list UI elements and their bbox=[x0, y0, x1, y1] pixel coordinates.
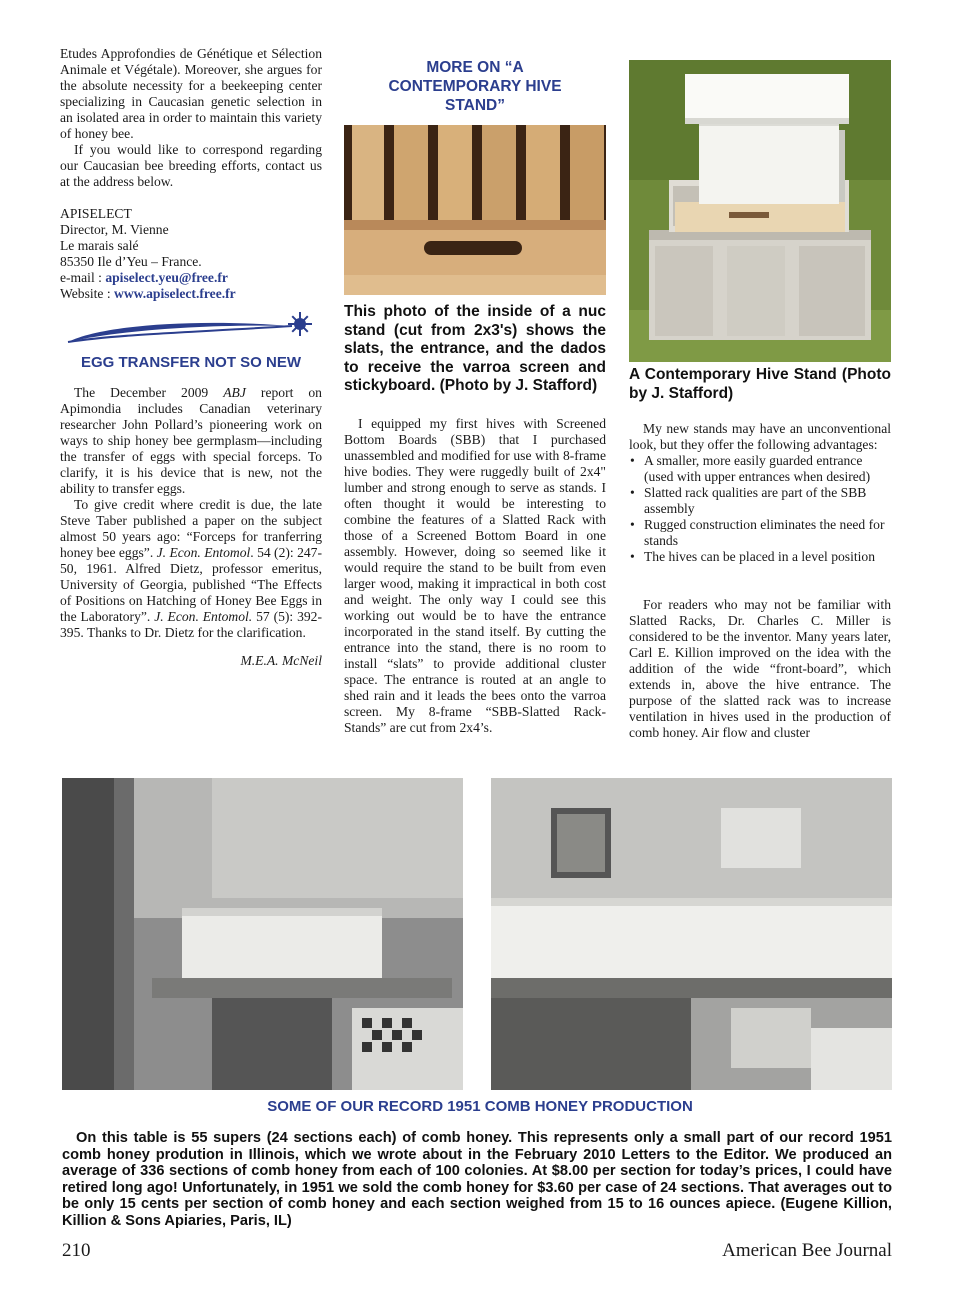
intro-paragraph: Etudes Approfondies de Génétique et Sélection Animale et Végétale). Moreover, she argues for the absolute necessity for a beekeeping center specializing in Caucasian genetic selection in an isolated area in order to maintain this variety of honey bee. bbox=[60, 46, 322, 141]
record-production-caption: On this table is 55 supers (24 sections each) of comb honey. This represents only a small part of our record 1951 comb honey prodution in Illinois, which we wrote about in the February 2010 Letters to the Editor. We produced an average of 336 sections of comb honey from each of 100 colonies. At $8.00 per section for today’s prices, I could have retired long ago! Unfortunately, in 1951 we sold the comb honey for $3.60 per case of 24 sections. That averages out to be only 15 cents per section of comb honey and each section weighed from 15 to 16 ounces apiece. (Eugene Killion, Killion & Sons Apiaries, Paris, IL) bbox=[62, 1130, 892, 1229]
hive-stand-heading: MORE ON “A CONTEMPORARY HIVE STAND” bbox=[388, 59, 562, 114]
column-left bbox=[60, 46, 322, 669]
egg-p1-text-a: The December 2009 bbox=[74, 385, 224, 400]
email-link[interactable]: apiselect.yeu@free.fr bbox=[105, 270, 228, 285]
email-line bbox=[60, 270, 322, 286]
hive-stand-photo bbox=[629, 60, 891, 362]
website-line bbox=[60, 286, 322, 302]
page-number: 210 bbox=[62, 1240, 91, 1261]
advantage-item: • Slatted rack qualities are part of the SBB assembly bbox=[629, 485, 891, 517]
honey-room-image-left bbox=[62, 778, 463, 1090]
advantage-item: • The hives can be placed in a level position bbox=[629, 549, 891, 565]
honey-table-photo-left bbox=[62, 778, 463, 1090]
egg-p2-journal-2: J. Econ. Entomol. bbox=[154, 609, 253, 624]
honey-room-image-right bbox=[491, 778, 892, 1090]
egg-p1-text-b: report on Apimondia includes Canadian veterinary researcher John Pollard’s pioneering work on ways to ship honey bee germplasm—including the transfer of eggs with special forceps. To clarify, it is his device that is new, not the ability to transfer eggs. bbox=[60, 385, 322, 496]
column-right bbox=[629, 60, 891, 741]
egg-p2-text-a: To give credit where credit is due, the late Steve Taber published a paper on the subject almost 50 years ago: “Forceps for tranferring honey bee eggs”. bbox=[60, 497, 322, 560]
email-label: e-mail : bbox=[60, 270, 102, 285]
nuc-stand-image bbox=[344, 125, 606, 295]
nuc-stand-caption: This photo of the inside of a nuc stand (cut from 2x3's) shows the slats, the entrance, and the dados to receive the varroa screen and stickyboard. (Photo by J. Stafford) bbox=[344, 303, 606, 394]
correspond-paragraph: If you would like to correspond regarding our Caucasian bee breeding efforts, contact us at the address below. bbox=[60, 142, 322, 189]
author-signature: M.E.A. McNeil bbox=[240, 653, 322, 668]
egg-paragraph-1 bbox=[60, 385, 322, 497]
egg-p2-text-c: 57 (5): 392-395. Thanks to Dr. Dietz for the clarification. bbox=[60, 609, 322, 640]
hive-stand-caption: A Contemporary Hive Stand (Photo by J. Stafford) bbox=[629, 366, 891, 402]
column-middle bbox=[344, 58, 606, 736]
advantage-item: • A smaller, more easily guarded entrance (used with upper entrances when desired) bbox=[629, 453, 891, 485]
egg-p2-journal-1: J. Econ. Entomol bbox=[156, 545, 251, 560]
swoosh-icon bbox=[60, 312, 322, 350]
address-director: Director, M. Vienne bbox=[60, 222, 169, 237]
hive-stand-body: I equipped my first hives with Screened Bottom Boards (SBB) that I purchased unassembled and modified for use with 8-frame hive bodies. They were ruggedly built of 2x4" lumber and strong enough to serve as stands. I often thought it would be interesting to combine the features of a Slatted Rack with those of a Screened Bottom Board in one assembly. However, doing so seemed like it would require the stand to be built from even larger wood, making it impractical in both cost and weight. The only way I could see this working out would be to have the entrance incorporated in the stand itself. By cutting the entrance into the stand, there is no room to install “slats” to provide additional cluster space. The entrance is routed at an angle to shed rain and it leads the bees onto the varroa screen. My 8-frame “SBB-Slatted Rack-Stands” are cut from 2x4’s. bbox=[344, 415, 606, 735]
egg-transfer-heading: EGG TRANSFER NOT SO NEW bbox=[80, 354, 301, 371]
address-place: Le marais salé bbox=[60, 238, 139, 253]
honey-table-photo-right bbox=[491, 778, 892, 1090]
advantages-intro: My new stands may have an unconventional look, but they offer the following advantages: bbox=[629, 421, 891, 452]
record-production-heading: SOME OF OUR RECORD 1951 COMB HONEY PRODUCTION bbox=[267, 1098, 693, 1115]
website-link[interactable]: www.apiselect.free.fr bbox=[114, 286, 236, 301]
advantages-list bbox=[629, 453, 891, 565]
address-org: APISELECT bbox=[60, 206, 132, 221]
website-label: Website : bbox=[60, 286, 111, 301]
egg-paragraph-2 bbox=[60, 497, 322, 641]
egg-p1-abj: ABJ bbox=[223, 385, 246, 400]
advantage-item: • Rugged construction eliminates the need for stands bbox=[629, 517, 891, 549]
swoosh-divider bbox=[60, 312, 322, 350]
egg-p2-text-b: . 54 (2): 247-50, 1961. Alfred Dietz, professor emeritus, University of Georgia, published “The Effects of Positions on Hatching of Honey Bee Eggs in the Laboratory”. bbox=[60, 545, 322, 624]
nuc-stand-photo bbox=[344, 125, 606, 295]
address-block bbox=[60, 206, 322, 302]
address-city: 85350 Ile d’Yeu – France. bbox=[60, 254, 202, 269]
journal-name: American Bee Journal bbox=[722, 1240, 892, 1261]
hive-stand-image bbox=[629, 60, 891, 362]
slatted-rack-body: For readers who may not be familiar with Slatted Racks, Dr. Charles C. Miller is considered to be the inventor. Many years later, Carl E. Killion improved on the idea with the addition of the wide “front-board”, which extends in, above the hive entrance. The purpose of the slatted rack was to increase ventilation in hives used in the production of comb honey. Air flow and cluster bbox=[629, 597, 891, 740]
